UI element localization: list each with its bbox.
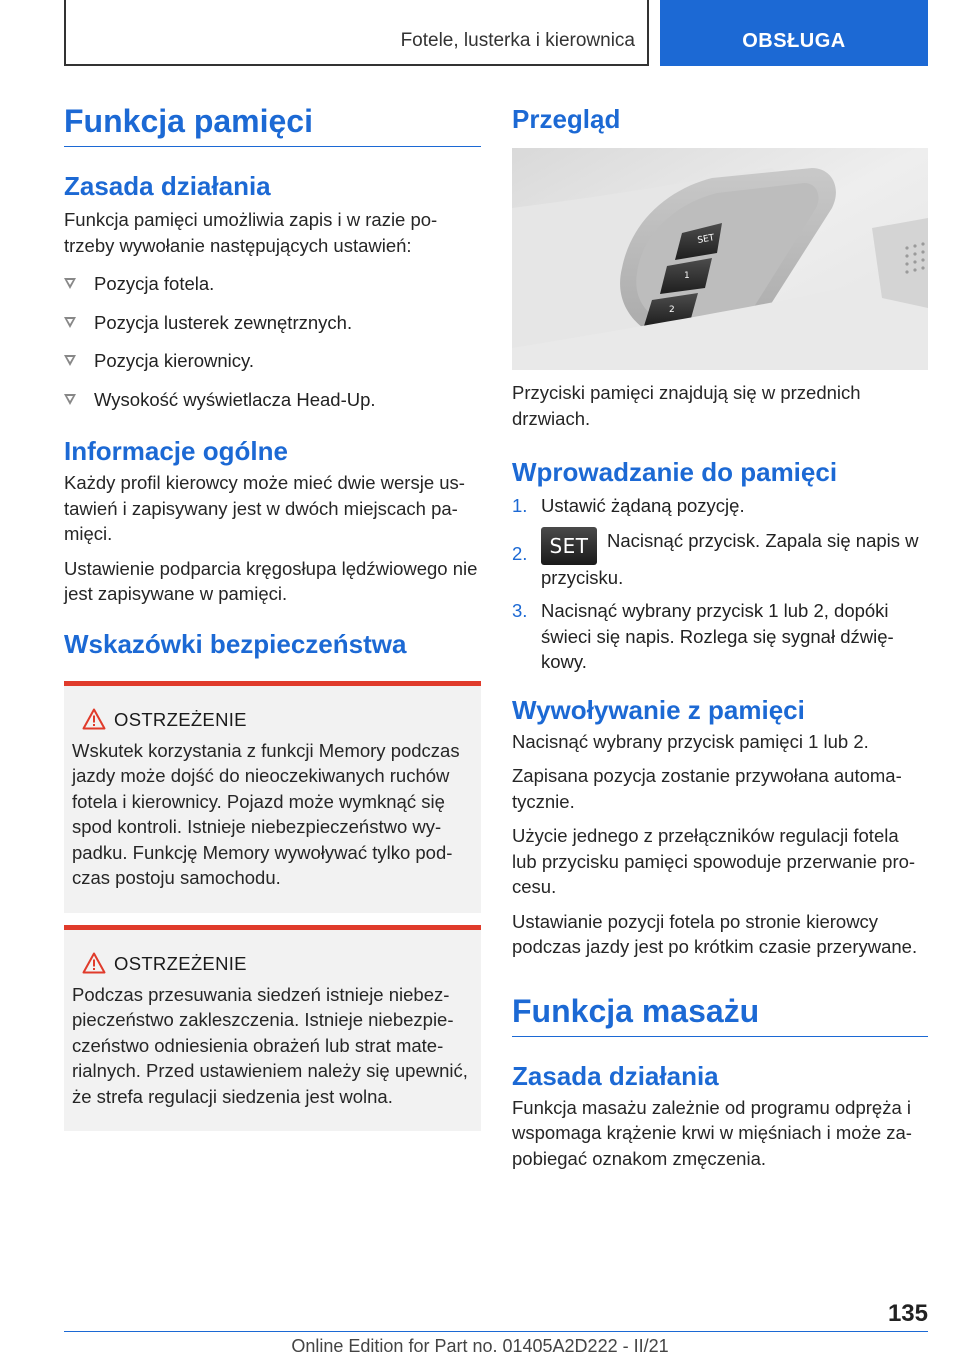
- warning-title: OSTRZEŻENIE: [76, 708, 473, 732]
- footer-edition: Online Edition for Part no. 01405A2D222 - II/21: [291, 1336, 669, 1356]
- paragraph-overview: Przyciski pamięci znajdują się w przednich drzwiach.: [512, 382, 861, 429]
- triangle-bullet-icon: [64, 394, 76, 405]
- warning-text: Podczas przesuwania siedzeń istnieje niebez-pieczeństwo zakleszczenia. Istnieje niebezpie-czeństwo odniesienia obrażeń lub strat mate-rialnych. Przed ustawieniem należy się upewnić, że strefa regulacji siedzenia jest wolna.: [72, 983, 468, 1107]
- right-column: [512, 100, 928, 1171]
- paragraph-recall-4: Ustawianie pozycji fotela po stronie kierowcy podczas jazdy jest po krótkim czasie przerywane.: [512, 910, 918, 957]
- section-title: Fotele, lusterka i kierownica: [400, 30, 635, 51]
- triangle-bullet-icon: [64, 278, 76, 289]
- chapter-title: OBSŁUGA: [742, 30, 846, 52]
- step-item: 2. SET Nacisnąć przycisk. Zapala się napis w przycisku.: [512, 527, 928, 591]
- page-number: 135: [887, 1300, 928, 1327]
- photo-button-2-label: 2: [669, 305, 675, 315]
- door-memory-buttons-photo: [512, 148, 928, 370]
- set-button-icon: SET: [541, 527, 597, 565]
- left-column: [64, 100, 481, 1131]
- heading-overview: Przegląd: [512, 104, 621, 134]
- photo-button-1-label: 1: [684, 271, 690, 281]
- triangle-bullet-icon: [64, 355, 76, 366]
- heading-recall: Wywoływanie z pamięci: [512, 694, 805, 725]
- heading-massage-function: Funkcja masażu: [512, 990, 928, 1037]
- photo-set-label: SET: [696, 233, 716, 246]
- heading-massage-principle: Zasada działania: [512, 1060, 719, 1091]
- heading-store: Wprowadzanie do pamięci: [512, 457, 838, 487]
- settings-list: [64, 271, 481, 412]
- heading-principle: Zasada działania: [64, 171, 271, 201]
- section-tab: [64, 0, 649, 66]
- warning-text: Wskutek korzystania z funkcji Memory podczas jazdy może dojść do nieoczekiwanych ruchów fotela i kierownicy. Pojazd może wymknąć się spod kontroli. Istnieje niebezpieczeństwo wy-padku. Funkcję Memory wywoływać tylko pod-czas postoju samochodu.: [72, 739, 460, 888]
- warning-triangle-icon: [82, 952, 106, 974]
- heading-memory-function: Funkcja pamięci: [64, 100, 481, 147]
- list-item: Wysokość wyświetlacza Head-Up.: [64, 387, 481, 413]
- paragraph-recall-1: Nacisnąć wybrany przycisk pamięci 1 lub 2.: [512, 730, 869, 752]
- footer-divider: [64, 1331, 928, 1332]
- chapter-tab: [660, 0, 928, 66]
- list-item: Pozycja fotela.: [64, 271, 481, 297]
- list-item: Pozycja kierownicy.: [64, 348, 481, 374]
- warning-triangle-icon: [82, 708, 106, 730]
- list-item: Pozycja lusterek zewnętrznych.: [64, 310, 481, 336]
- store-steps: [512, 493, 928, 675]
- step-item: 1. Ustawić żądaną pozycję.: [512, 495, 745, 516]
- paragraph-massage: Funkcja masażu zależnie od programu odpręża i wspomaga krążenie krwi w mięśniach i może za-pobiegać oznakom zmęczenia.: [512, 1096, 912, 1169]
- page-header: [64, 0, 928, 66]
- warning-box: [64, 681, 481, 913]
- paragraph-recall-2: Zapisana pozycja zostanie przywołana automa-tycznie.: [512, 765, 902, 812]
- warning-box: [64, 925, 481, 1132]
- paragraph-general-2: Ustawienie podparcia kręgosłupa lędźwiowego nie jest zapisywane w pamięci.: [64, 557, 478, 604]
- heading-general-info: Informacje ogólne: [64, 436, 288, 466]
- triangle-bullet-icon: [64, 317, 76, 328]
- paragraph-general-1: Każdy profil kierowcy może mieć dwie wersje us-tawień i zapisywany jest w dwóch miejscach pa-mięci.: [64, 472, 465, 544]
- warning-title: OSTRZEŻENIE: [76, 952, 473, 976]
- paragraph-recall-3: Użycie jednego z przełączników regulacji fotela lub przycisku pamięci spowoduje przerwanie pro-cesu.: [512, 825, 916, 897]
- step-item: 3. Nacisnąć wybrany przycisk 1 lub 2, dopóki świeci się napis. Rozlega się sygnał dźwię-kowy.: [512, 600, 894, 672]
- heading-safety: Wskazówki bezpieczeństwa: [64, 628, 407, 659]
- paragraph-principle: Funkcja pamięci umożliwia zapis i w razie po-trzeby wywołanie następujących ustawień:: [64, 209, 438, 256]
